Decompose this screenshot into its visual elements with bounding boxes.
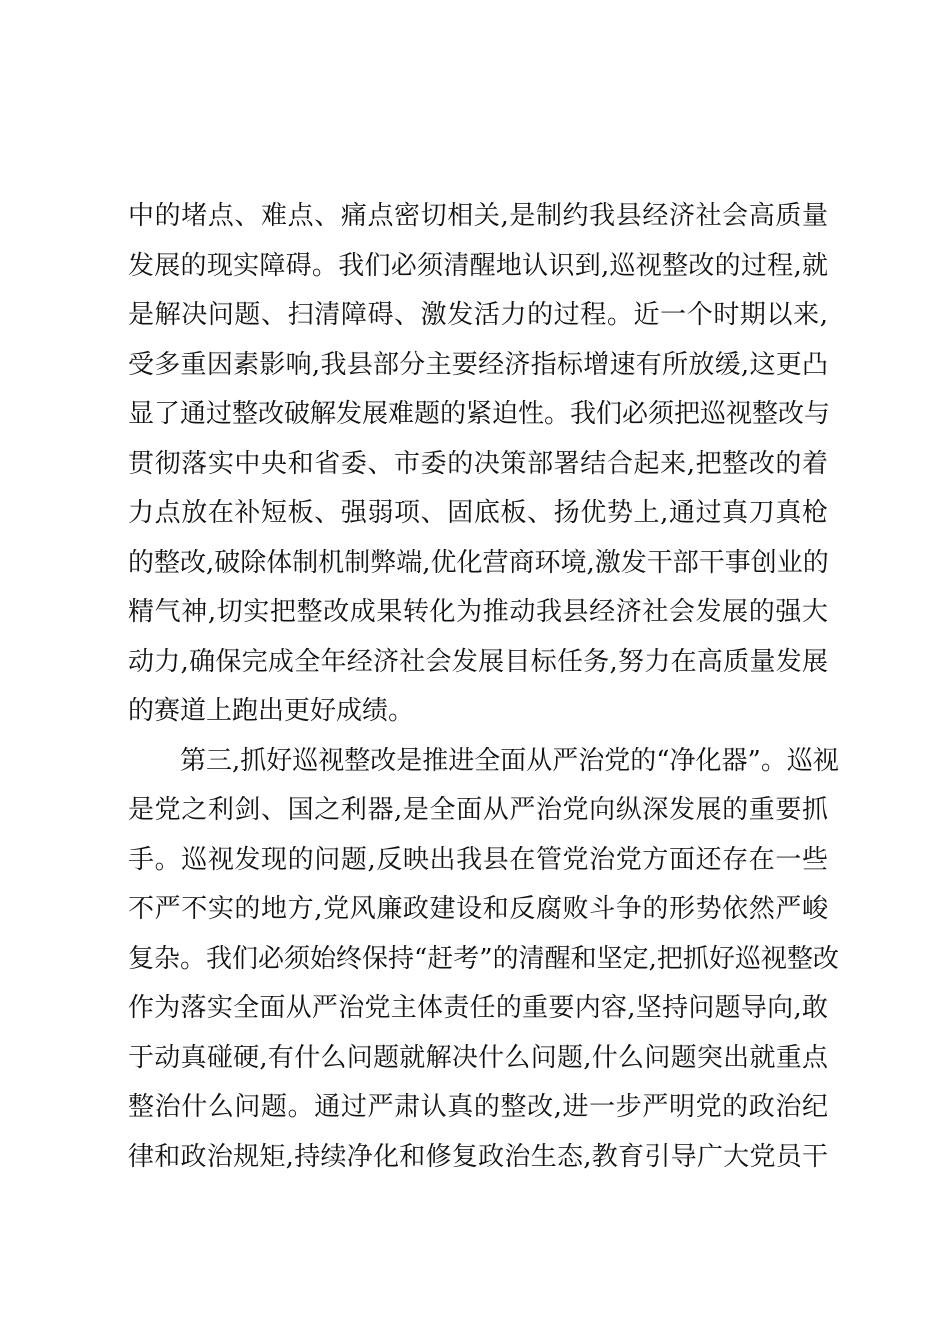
paragraph-line: 精气神,切实把整改成果转化为推动我县经济社会发展的强大 xyxy=(128,597,828,627)
paragraph-1 xyxy=(128,192,831,737)
paragraph-line: 力点放在补短板、强弱项、固底板、扬优势上,通过真刀真枪 xyxy=(128,498,828,528)
paragraph-line: 的整改,破除体制机制弊端,优化营商环境,激发干部干事创业的 xyxy=(128,547,829,578)
document-page xyxy=(128,192,839,1182)
paragraph-line: 律和政治规矩,持续净化和修复政治生态,教育引导广大党员干 xyxy=(128,1141,828,1172)
paragraph-line: 发展的现实障碍。我们必须清醒地认识到,巡视整改的过程,就 xyxy=(128,250,828,281)
paragraph-line: 手。巡视发现的问题,反映出我县在管党治党方面还存在一些 xyxy=(128,844,828,875)
paragraph-line: 受多重因素影响,我县部分主要经济指标增速有所放缓,这更凸 xyxy=(128,349,828,380)
paragraph-line: 第三,抓好巡视整改是推进全面从严治党的“净化器”。巡视 xyxy=(180,745,839,776)
paragraph-line: 显了通过整改破解发展难题的紧迫性。我们必须把巡视整改与 xyxy=(128,399,831,429)
paragraph-line: 作为落实全面从严治党主体责任的重要内容,坚持问题导向,敢 xyxy=(128,993,828,1023)
paragraph-line: 于动真碰硬,有什么问题就解决什么问题,什么问题突出就重点 xyxy=(128,1042,828,1073)
paragraph-line: 中的堵点、难点、痛点密切相关,是制约我县经济社会高质量 xyxy=(128,201,828,231)
paragraph-2 xyxy=(128,737,839,1183)
paragraph-line: 是党之利剑、国之利器,是全面从严治党向纵深发展的重要抓 xyxy=(128,795,828,825)
paragraph-line: 复杂。我们必须始终保持“赶考”的清醒和坚定,把抓好巡视整改 xyxy=(128,943,839,974)
paragraph-line: 整治什么问题。通过严肃认真的整改,进一步严明党的政治纪 xyxy=(128,1092,828,1122)
paragraph-line: 是解决问题、扫清障碍、激发活力的过程。近一个时期以来, xyxy=(128,300,828,330)
paragraph-line: 的赛道上跑出更好成绩。 xyxy=(128,696,415,726)
paragraph-line: 动力,确保完成全年经济社会发展目标任务,努力在高质量发展 xyxy=(128,646,828,677)
paragraph-line: 贯彻落实中央和省委、市委的决策部署结合起来,把整改的着 xyxy=(128,448,828,479)
paragraph-line: 不严不实的地方,党风廉政建设和反腐败斗争的形势依然严峻 xyxy=(128,894,828,924)
